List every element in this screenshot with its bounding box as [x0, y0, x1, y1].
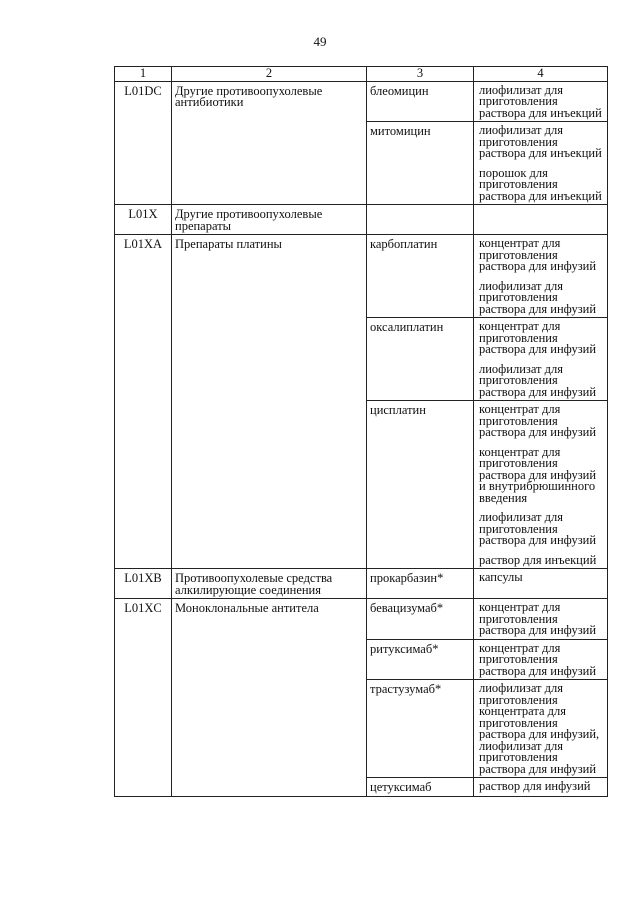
dosage-form: лиофилизат для приготовления раствора для инфузий [479, 510, 597, 547]
drug-name-cell: митомицин [367, 122, 474, 205]
drug-name-cell: трастузумаб* [367, 680, 474, 778]
drug-name-cell: оксалиплатин [367, 318, 474, 401]
atc-code-cell: L01XB [115, 569, 172, 599]
atc-code-cell: L01X [115, 205, 172, 235]
drug-name-cell: цетуксимаб [367, 778, 474, 797]
dosage-forms-cell [474, 639, 608, 680]
drug-name-cell: цисплатин [367, 401, 474, 569]
dosage-form: лиофилизат для приготовления раствора для инъекций [479, 123, 602, 160]
atc-code-cell: L01XC [115, 599, 172, 797]
dosage-forms-cell [474, 205, 608, 235]
group-name-cell: Моноклональные антитела [172, 599, 367, 797]
group-name-cell: Другие противоопухолевые препараты [172, 205, 367, 235]
table-body [115, 81, 608, 796]
drug-name-cell: ритуксимаб* [367, 639, 474, 680]
dosage-form: раствор для инъекций [479, 552, 597, 567]
dosage-form: концентрат для приготовления раствора для инфузий [479, 402, 597, 439]
table-row [115, 599, 608, 640]
dosage-form: раствор для инфузий [479, 779, 591, 793]
dosage-form: лиофилизат для приготовления раствора для инфузий [479, 361, 597, 399]
dosage-form: капсулы [479, 570, 523, 584]
dosage-forms-cell [474, 81, 608, 122]
column-header: 2 [172, 67, 367, 82]
dosage-form: концентрат для приготовления раствора для инфузий [479, 640, 597, 678]
table-row [115, 81, 608, 122]
dosage-forms-cell [474, 569, 608, 599]
atc-code-cell: L01XA [115, 235, 172, 569]
drug-table [114, 66, 608, 797]
dosage-forms-cell [474, 599, 608, 640]
dosage-forms-cell [474, 122, 608, 205]
drug-name-cell: бевацизумаб* [367, 599, 474, 640]
dosage-form: концентрат для приготовления раствора для инфузий [479, 236, 597, 273]
dosage-form: порошок для приготовления раствора для инъекций [479, 165, 602, 203]
column-header: 4 [474, 67, 608, 82]
dosage-form: концентрат для приготовления раствора для инфузий [479, 319, 597, 356]
dosage-forms-cell [474, 680, 608, 778]
atc-code-cell: L01DC [115, 81, 172, 205]
dosage-form: лиофилизат для приготовления концентрата для приготовления раствора для инфузий, лиофилизат для приготовления раствора для инфузий [479, 681, 600, 776]
drug-name-cell: прокарбазин* [367, 569, 474, 599]
dosage-form: лиофилизат для приготовления раствора для инфузий [479, 278, 597, 316]
dosage-form: концентрат для приготовления раствора для инфузий [479, 600, 597, 637]
header-row [115, 67, 608, 82]
table-row [115, 205, 608, 235]
drug-name-cell [367, 205, 474, 235]
group-name-cell: Препараты платины [172, 235, 367, 569]
page-number: 49 [313, 34, 327, 49]
table-row [115, 235, 608, 318]
dosage-forms-cell [474, 318, 608, 401]
dosage-forms-cell [474, 235, 608, 318]
drug-name-cell: карбоплатин [367, 235, 474, 318]
dosage-forms-cell [474, 401, 608, 569]
group-name-cell: Противоопухолевые средства алкилирующие соединения [172, 569, 367, 599]
table-row [115, 569, 608, 599]
column-header: 1 [115, 67, 172, 82]
dosage-form: лиофилизат для приготовления раствора для инъекций [479, 82, 602, 120]
dosage-form: концентрат для приготовления раствора для инфузий и внутрибрюшинного введения [479, 444, 597, 505]
drug-name-cell: блеомицин [367, 81, 474, 122]
column-header: 3 [367, 67, 474, 82]
group-name-cell: Другие противоопухолевые антибиотики [172, 81, 367, 205]
dosage-forms-cell [474, 778, 608, 797]
